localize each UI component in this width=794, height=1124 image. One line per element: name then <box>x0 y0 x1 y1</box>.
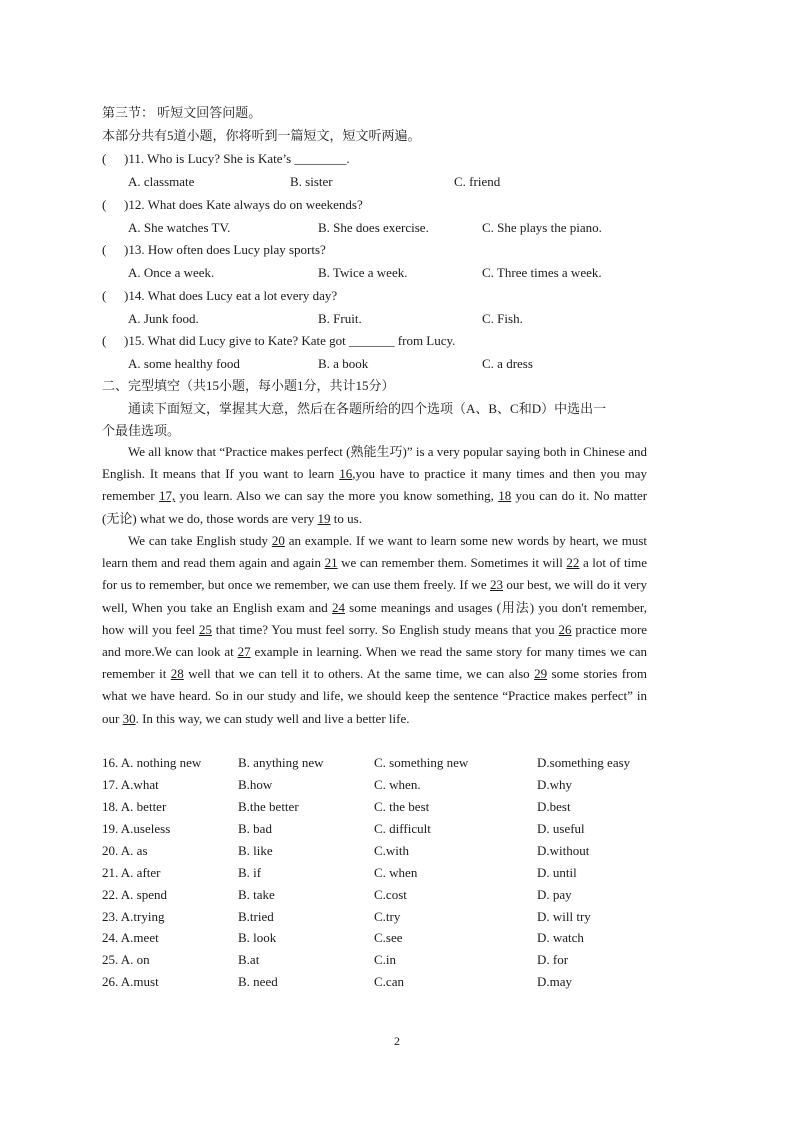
passage-paragraph-1 <box>102 441 647 530</box>
answer-bracket-open: ( <box>102 151 107 166</box>
question-stem: 14. What does Lucy eat a lot every day? <box>128 288 338 303</box>
choice-b: B. need <box>238 974 278 989</box>
choice-a: A.trying <box>120 909 165 924</box>
choice-a: A.meet <box>120 930 159 945</box>
choice-a: A. spend <box>120 887 168 902</box>
part2-title: 二、完型填空（共15小题，每小题1分，共计15分） <box>102 378 395 393</box>
part2-instruction-cont: 个最佳选项。 <box>102 423 181 438</box>
choice-c: C. when. <box>374 777 421 792</box>
blank-26: 26 <box>558 621 572 637</box>
choice-number: 16. <box>102 755 119 770</box>
choice-row-26 <box>102 974 159 990</box>
choice-a: A. after <box>120 865 161 880</box>
choice-c: C.cost <box>374 887 407 902</box>
choice-row-19 <box>102 821 170 837</box>
option-b: B. Twice a week. <box>318 265 408 280</box>
blank-20: 20 <box>271 533 285 548</box>
choice-a: A. better <box>120 799 167 814</box>
question-stem: 13. How often does Lucy play sports? <box>128 242 326 257</box>
choice-number: 17. <box>102 777 119 792</box>
choice-c: C. difficult <box>374 821 431 836</box>
option-a: A. She watches TV. <box>128 220 231 235</box>
choice-c: C.in <box>374 952 397 967</box>
passage-text: some stories from what we have heard. So in our study and life, we should keep the sentence “Practice makes perfect” in our <box>102 666 648 726</box>
question-13 <box>102 242 662 258</box>
answer-bracket-close: ) <box>124 333 129 348</box>
passage-text: some meanings and usages (用法) you don't remember, how will you feel <box>102 599 647 637</box>
choice-b: B.tried <box>238 909 274 924</box>
option-c: C. friend <box>454 174 501 189</box>
choice-d: D.without <box>537 843 590 858</box>
question-15 <box>102 333 662 349</box>
answer-bracket-open: ( <box>102 197 107 212</box>
choice-b: B. take <box>238 887 275 902</box>
choice-row-17 <box>102 777 159 793</box>
choice-row-22 <box>102 887 167 903</box>
passage-text: that time? You must feel sorry. So English study means that you <box>215 621 555 637</box>
blank-19: 19 <box>317 510 331 526</box>
option-c: C. Three times a week. <box>482 265 602 280</box>
answer-bracket-close: ) <box>124 197 129 212</box>
answer-bracket-close: ) <box>124 151 129 166</box>
choice-a: A.must <box>120 974 159 989</box>
option-a: A. Once a week. <box>128 265 215 280</box>
section-title: 第三节： 听短文回答问题。 <box>102 105 262 120</box>
option-c: C. Fish. <box>482 311 523 326</box>
passage-text: you learn. Also we can say the more you know something, <box>179 488 494 504</box>
question-stem: 12. What does Kate always do on weekends? <box>128 197 363 212</box>
choice-number: 26. <box>102 974 119 989</box>
passage-text: well that we can tell it to others. At the same time, we can also <box>188 666 530 682</box>
choice-b: B. look <box>238 930 277 945</box>
choice-a: A. on <box>120 952 150 967</box>
choice-c: C. when <box>374 865 418 880</box>
choice-number: 21. <box>102 865 119 880</box>
option-b: B. a book <box>318 356 369 371</box>
choice-b: B. anything new <box>238 755 324 770</box>
passage-text: our best, we will do it very well, When you take an English exam and <box>102 577 648 615</box>
answer-bracket-open: ( <box>102 242 107 257</box>
question-stem: 15. What did Lucy give to Kate? Kate got _______ from Lucy. <box>128 333 456 348</box>
option-c: C. a dress <box>482 356 533 371</box>
choice-b: B.at <box>238 952 260 967</box>
choice-row-21 <box>102 865 161 881</box>
choice-c: C.with <box>374 843 410 858</box>
option-a: A. some healthy food <box>128 356 240 371</box>
question-11 <box>102 151 662 167</box>
answer-bracket-open: ( <box>102 333 107 348</box>
choice-number: 19. <box>102 821 119 836</box>
blank-22: 22 <box>566 555 580 571</box>
option-a: A. classmate <box>128 174 195 189</box>
choice-b: B.how <box>238 777 273 792</box>
section-intro: 本部分共有5道小题，你将听到一篇短文，短文听两遍。 <box>102 128 421 143</box>
passage-paragraph-2 <box>102 530 647 730</box>
passage-text: We can take English study <box>128 533 268 548</box>
option-b: B. sister <box>290 174 333 189</box>
choice-row-20 <box>102 843 148 859</box>
question-14 <box>102 288 662 304</box>
choice-a: A.what <box>120 777 159 792</box>
passage-text: example in learning. When we read the same story for many times we can remember it <box>102 644 648 682</box>
choice-number: 22. <box>102 887 119 902</box>
choice-d: D.something easy <box>537 755 631 770</box>
passage-text: to us. <box>333 510 362 526</box>
option-a: A. Junk food. <box>128 311 199 326</box>
choice-d: D. useful <box>537 821 585 836</box>
passage-text: . In this way, we can study well and live a better life. <box>135 710 410 726</box>
choice-d: D. until <box>537 865 577 880</box>
choice-d: D.best <box>537 799 571 814</box>
choice-row-16 <box>102 755 201 771</box>
choice-row-23 <box>102 909 165 925</box>
choice-d: D.why <box>537 777 573 792</box>
choice-a: A. nothing new <box>120 755 202 770</box>
blank-18: 18 <box>498 488 512 504</box>
passage-text: practice more and more.We can look at <box>102 621 648 660</box>
choice-number: 24. <box>102 930 119 945</box>
choice-a: A.useless <box>120 821 171 836</box>
choice-number: 18. <box>102 799 119 814</box>
option-b: B. Fruit. <box>318 311 362 326</box>
passage-text: you can do it. No matter (无论) what we do, those words are very <box>102 488 648 526</box>
blank-23: 23 <box>490 577 503 593</box>
blank-17: 17, <box>159 488 176 504</box>
choice-c: C.can <box>374 974 404 989</box>
blank-27: 27 <box>237 644 251 660</box>
part2-instruction: 通读下面短文，掌握其大意，然后在各题所给的四个选项（A、B、C和D）中选出一 <box>128 401 607 416</box>
choice-d: D. pay <box>537 887 572 902</box>
choice-c: C. something new <box>374 755 469 770</box>
choice-number: 25. <box>102 952 119 967</box>
choice-c: C.try <box>374 909 401 924</box>
answer-bracket-close: ) <box>124 288 129 303</box>
choice-b: B. if <box>238 865 262 880</box>
choice-row-24 <box>102 930 159 946</box>
passage-text: We all know that “Practice makes perfect (熟能生巧)” is a very popular saying both in Chinese and English. It means that If you want to learn <box>102 444 647 482</box>
choice-number: 20. <box>102 843 119 858</box>
answer-bracket-open: ( <box>102 288 107 303</box>
choice-b: B.the better <box>238 799 299 814</box>
choice-c: C.see <box>374 930 403 945</box>
blank-30: 30 <box>122 710 136 726</box>
choice-d: D. will try <box>537 909 591 924</box>
choice-b: B. bad <box>238 821 272 836</box>
choice-d: D. watch <box>537 930 584 945</box>
question-12 <box>102 197 662 213</box>
page-number: 2 <box>394 1034 400 1048</box>
blank-16: 16 <box>339 466 353 482</box>
choice-row-25 <box>102 952 150 968</box>
choice-row-18 <box>102 799 166 815</box>
option-b: B. She does exercise. <box>318 220 429 235</box>
passage-text: we can remember them. Sometimes it will <box>341 555 563 571</box>
blank-25: 25 <box>198 621 212 637</box>
passage-text: an example. If we want to learn some new words by heart, we must learn them and read them again and again <box>102 533 648 571</box>
blank-24: 24 <box>331 599 345 615</box>
answer-bracket-close: ) <box>124 242 129 257</box>
blank-29: 29 <box>534 666 548 682</box>
choice-a: A. as <box>120 843 148 858</box>
choice-number: 23. <box>102 909 119 924</box>
question-stem: 11. Who is Lucy? She is Kate’s ________. <box>128 151 350 166</box>
blank-28: 28 <box>170 666 184 682</box>
passage-text: ,you have to practice it many times and then you may remember <box>102 466 648 504</box>
choice-d: D.may <box>537 974 573 989</box>
choice-d: D. for <box>537 952 569 967</box>
blank-21: 21 <box>324 555 338 571</box>
choice-b: B. like <box>238 843 273 858</box>
passage-text: a lot of time for us to remember, but once we remember, we can use them freely. If we <box>102 555 648 593</box>
choice-c: C. the best <box>374 799 430 814</box>
option-c: C. She plays the piano. <box>482 220 602 235</box>
